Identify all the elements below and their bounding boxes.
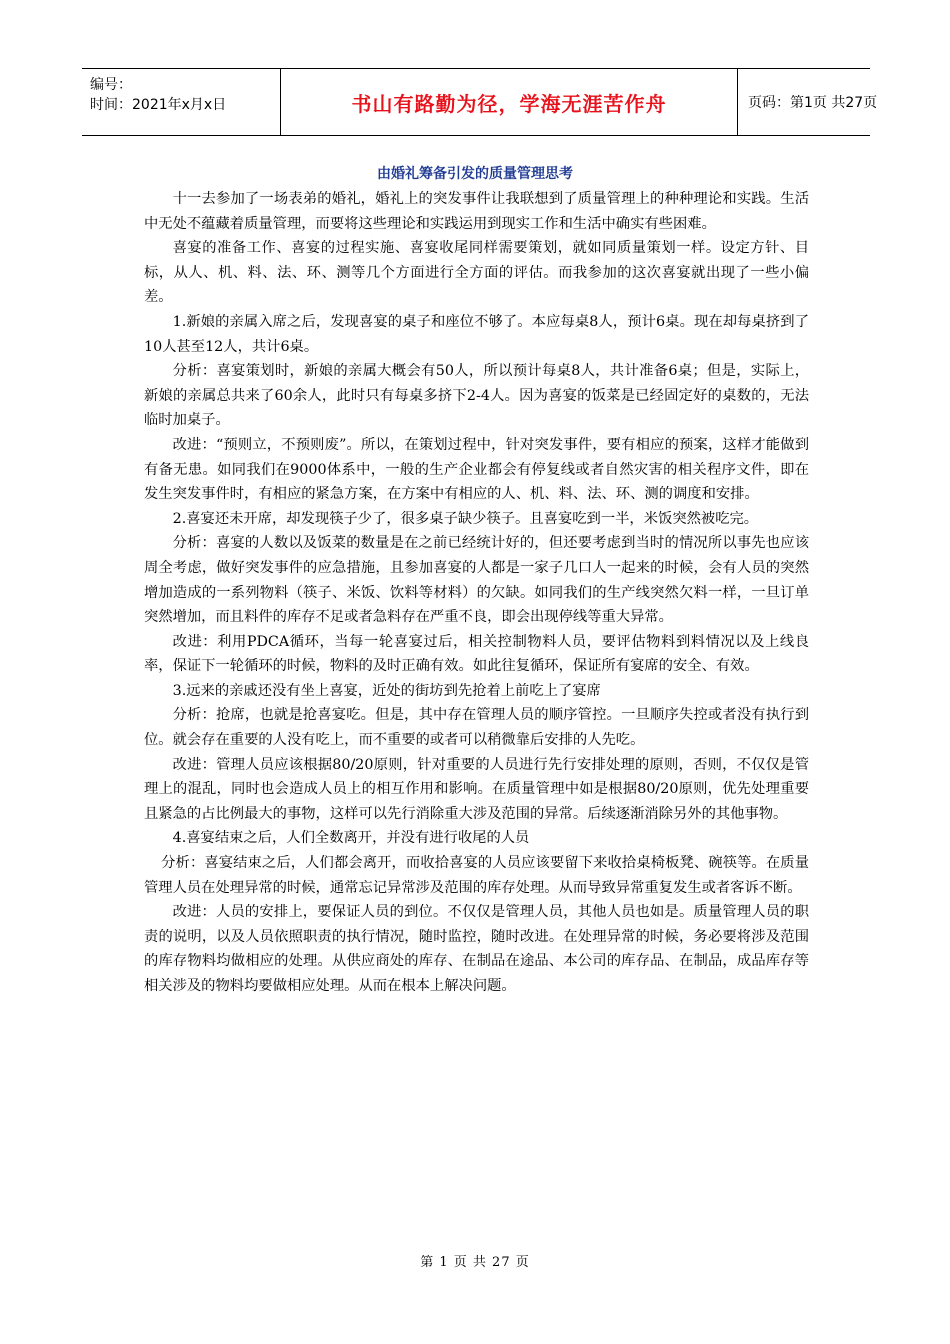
paragraph: 改进：利用PDCA循环，当每一轮喜宴过后，相关控制物料人员，要评估物料到料情况以及上线良率，保证下一轮循环的时候，物料的及时正确有效。如此往复循环，保证所有宴席的安全、有效。 [144,633,809,675]
header-meta [82,69,280,135]
paragraph: 分析：喜宴结束之后，人们都会离开，而收拾喜宴的人员应该要留下来收拾桌椅板凳、碗筷等。在质量管理人员在处理异常的时候，通常忘记异常涉及范围的库存处理。从而导致异常重复发生或者客诉不断。 [144,855,809,896]
header-page-info: 页码：第1页 共27页 [748,95,878,111]
paragraph: 3.远来的亲戚还没有坐上喜宴，近处的街坊到先抢着上前吃上了宴席 [172,682,601,699]
paragraph: 2.喜宴还未开席，却发现筷子少了，很多桌子缺少筷子。且喜宴吃到一半，米饭突然被吃完。 [172,510,759,527]
paragraph: 分析：抢席，也就是抢喜宴吃。但是，其中存在管理人员的顺序管控。一旦顺序失控或者没有执行到位。就会存在重要的人没有吃上，而不重要的或者可以稍微靠后安排的人先吃。 [144,707,809,749]
paragraph: 改进：“预则立，不预则废”。所以，在策划过程中，针对突发事件，要有相应的预案，这样才能做到有备无患。如同我们在9000体系中，一般的生产企业都会有停复线或者自然灾害的相关程序文件，即在发生突发事件时，有相应的紧急方案，在方案中有相应的人、机、料、法、环、测的调度和安排。 [144,436,809,503]
document-title: 由婚礼筹备引发的质量管理思考 [377,166,573,182]
paragraph: 分析：喜宴策划时，新娘的亲属大概会有50人，所以预计每桌8人，共计准备6桌；但是，实际上，新娘的亲属总共来了60余人，此时只有每桌多挤下2-4人。因为喜宴的饭菜是已经固定好的桌数的，无法临时加桌子。 [144,363,809,429]
page-header [82,68,878,136]
date-label: 时间：2021年x月x日 [90,97,227,113]
page-footer: 第 1 页 共 27 页 [420,1255,530,1270]
paragraph: 喜宴的准备工作、喜宴的过程实施、喜宴收尾同样需要策划，就如同质量策划一样。设定方针、目标，从人、机、料、法、环、测等几个方面进行全方面的评估。而我参加的这次喜宴就出现了一些小偏差。 [144,240,809,306]
paragraph: 1.新娘的亲属入席之后，发现喜宴的桌子和座位不够了。本应每桌8人，预计6桌。现在却每桌挤到了10人甚至12人，共计6桌。 [144,313,809,355]
paragraph: 十一去参加了一场表弟的婚礼，婚礼上的突发事件让我联想到了质量管理上的种种理论和实践。生活中无处不蕴藏着质量管理，而要将这些理论和实践运用到现实工作和生活中确实有些困难。 [144,191,809,232]
paragraph: 4.喜宴结束之后，人们全数离开，并没有进行收尾的人员 [172,830,530,847]
paragraph: 分析：喜宴的人数以及饭菜的数量是在之前已经统计好的，但还要考虑到当时的情况所以事先也应该周全考虑，做好突发事件的应急措施，且参加喜宴的人都是一家子几口人一起来的时候，会有人员的突然增加造成的一系列物料（筷子、米饭、饮料等材料）的欠缺。如同我们的生产线突然欠料一样，一旦订单突然增加，而且料件的库存不足或者急料存在严重不良，即会出现停线等重大异常。 [144,535,809,626]
document-body [144,187,809,999]
header-motto: 书山有路勤为径，学海无涯苦作舟 [280,69,738,135]
number-label: 编号： [90,77,132,93]
paragraph: 改进：管理人员应该根据80/20原则，针对重要的人员进行先行安排处理的原则，否则，不仅仅是管理上的混乱，同时也会造成人员上的相互作用和影响。在质量管理中如是根据80/20原则，优先处理重要且紧急的占比例最大的事物，这样可以先行消除重大涉及范围的异常。后续逐渐消除另外的其他事物。 [144,756,809,822]
paragraph: 改进：人员的安排上，要保证人员的到位。不仅仅是管理人员，其他人员也如是。质量管理人员的职责的说明，以及人员依照职责的执行情况，随时监控，随时改进。在处理异常的时候，务必要将涉及范围的库存物料均做相应的处理。从供应商处的库存、在制品在途品、本公司的库存品、在制品，成品库存等相关涉及的物料均要做相应处理。从而在根本上解决问题。 [144,904,809,994]
